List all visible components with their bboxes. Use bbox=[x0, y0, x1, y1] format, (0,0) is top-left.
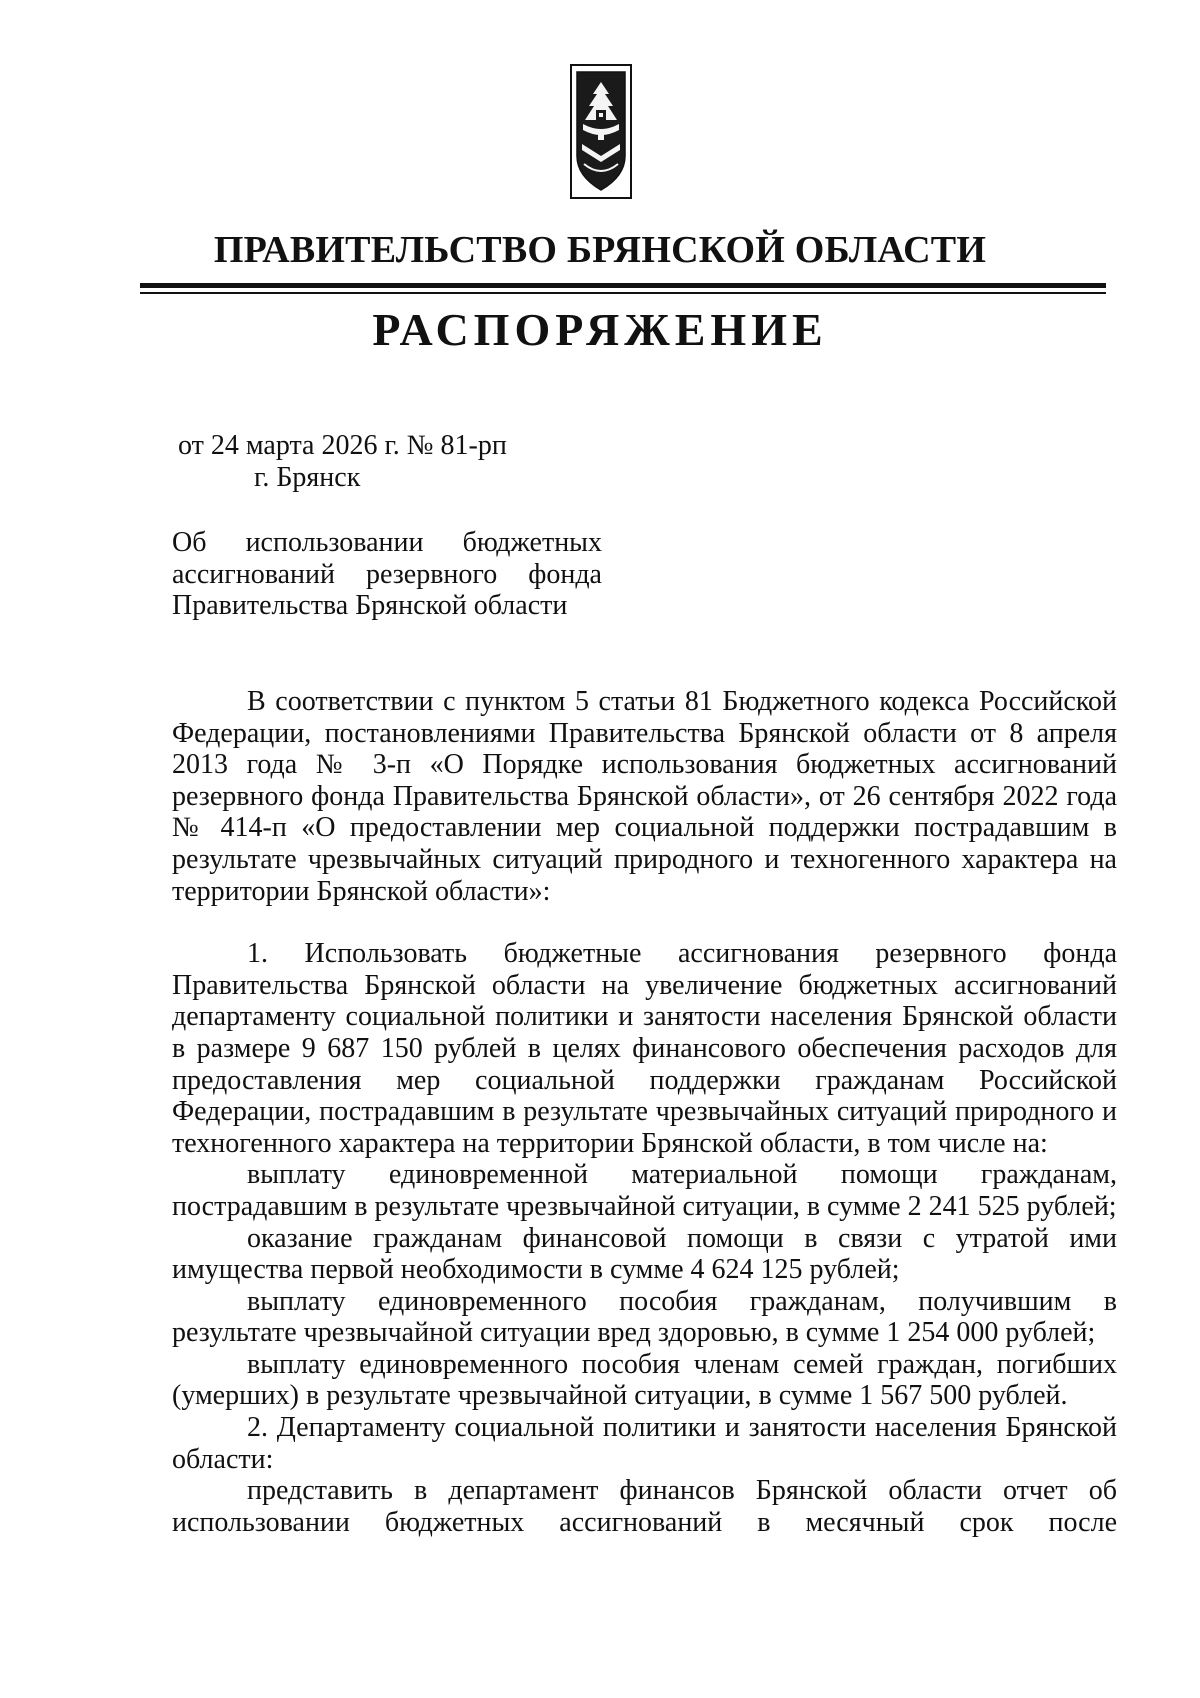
item-1-paragraph: 1. Использовать бюджетные ассигнования резервного фонда Правительства Брянской области на увеличение бюджетных ассигнований департаменту социальной политики и занятости населения Брянской области в размере 9 687 150 рублей в целях финансового обеспечения расходов для предоставления мер социальной поддержки гражданам Российской Федерации, пострадавшим в результате чрезвычайных ситуаций природного и техногенного характера на территории Брянской области, в том числе на: bbox=[172, 938, 1117, 1159]
date-number-line: от 24 марта 2026 г. № 81-рп bbox=[178, 430, 507, 461]
item-1-subitem-d: выплату единовременного пособия членам семей граждан, погибших (умерших) в результате чрезвычайной ситуации, в сумме 1 567 500 рублей. bbox=[172, 1348, 1117, 1412]
header-rule-thick bbox=[140, 283, 1106, 288]
preamble-paragraph: В соответствии с пунктом 5 статьи 81 Бюджетного кодекса Российской Федерации, постановлениями Правительства Брянской области от 8 апреля 2013 года № 3-п «О Порядке использования бюджетных ассигнований резервного фонда Правительства Брянской области», от 26 сентября 2022 года № 414-п «О предоставлении мер социальной поддержки пострадавшим в результате чрезвычайных ситуаций природного и техногенного характера на территории Брянской области»: bbox=[172, 686, 1117, 907]
header-rule-thin bbox=[140, 292, 1106, 294]
city-line: г. Брянск bbox=[254, 462, 361, 493]
document-type-title: РАСПОРЯЖЕНИЕ bbox=[372, 304, 828, 355]
item-1-subitem-c: выплату единовременного пособия гражданам, получившим в результате чрезвычайной ситуации вред здоровью, в сумме 1 254 000 рублей; bbox=[172, 1285, 1117, 1349]
coat-of-arms-icon bbox=[570, 64, 632, 199]
item-1-subitem-a: выплату единовременной материальной помощи гражданам, пострадавшим в результате чрезвычайной ситуации, в сумме 2 241 525 рублей; bbox=[172, 1159, 1117, 1222]
item-1-subitem-b: оказание гражданам финансовой помощи в связи с утратой ими имущества первой необходимости в сумме 4 624 125 рублей; bbox=[172, 1222, 1117, 1286]
organization-title: ПРАВИТЕЛЬСТВО БРЯНСКОЙ ОБЛАСТИ bbox=[213, 229, 987, 271]
item-2-paragraph: 2. Департаменту социальной политики и занятости населения Брянской области: bbox=[172, 1412, 1117, 1475]
document-subject: Об использовании бюджетных ассигнований резервного фонда Правительства Брянской области bbox=[172, 527, 602, 622]
document-body bbox=[172, 686, 1117, 1538]
item-2-subitem-a: представить в департамент финансов Брянской области отчет об использовании бюджетных ассигнований в месячный срок после bbox=[172, 1475, 1117, 1538]
